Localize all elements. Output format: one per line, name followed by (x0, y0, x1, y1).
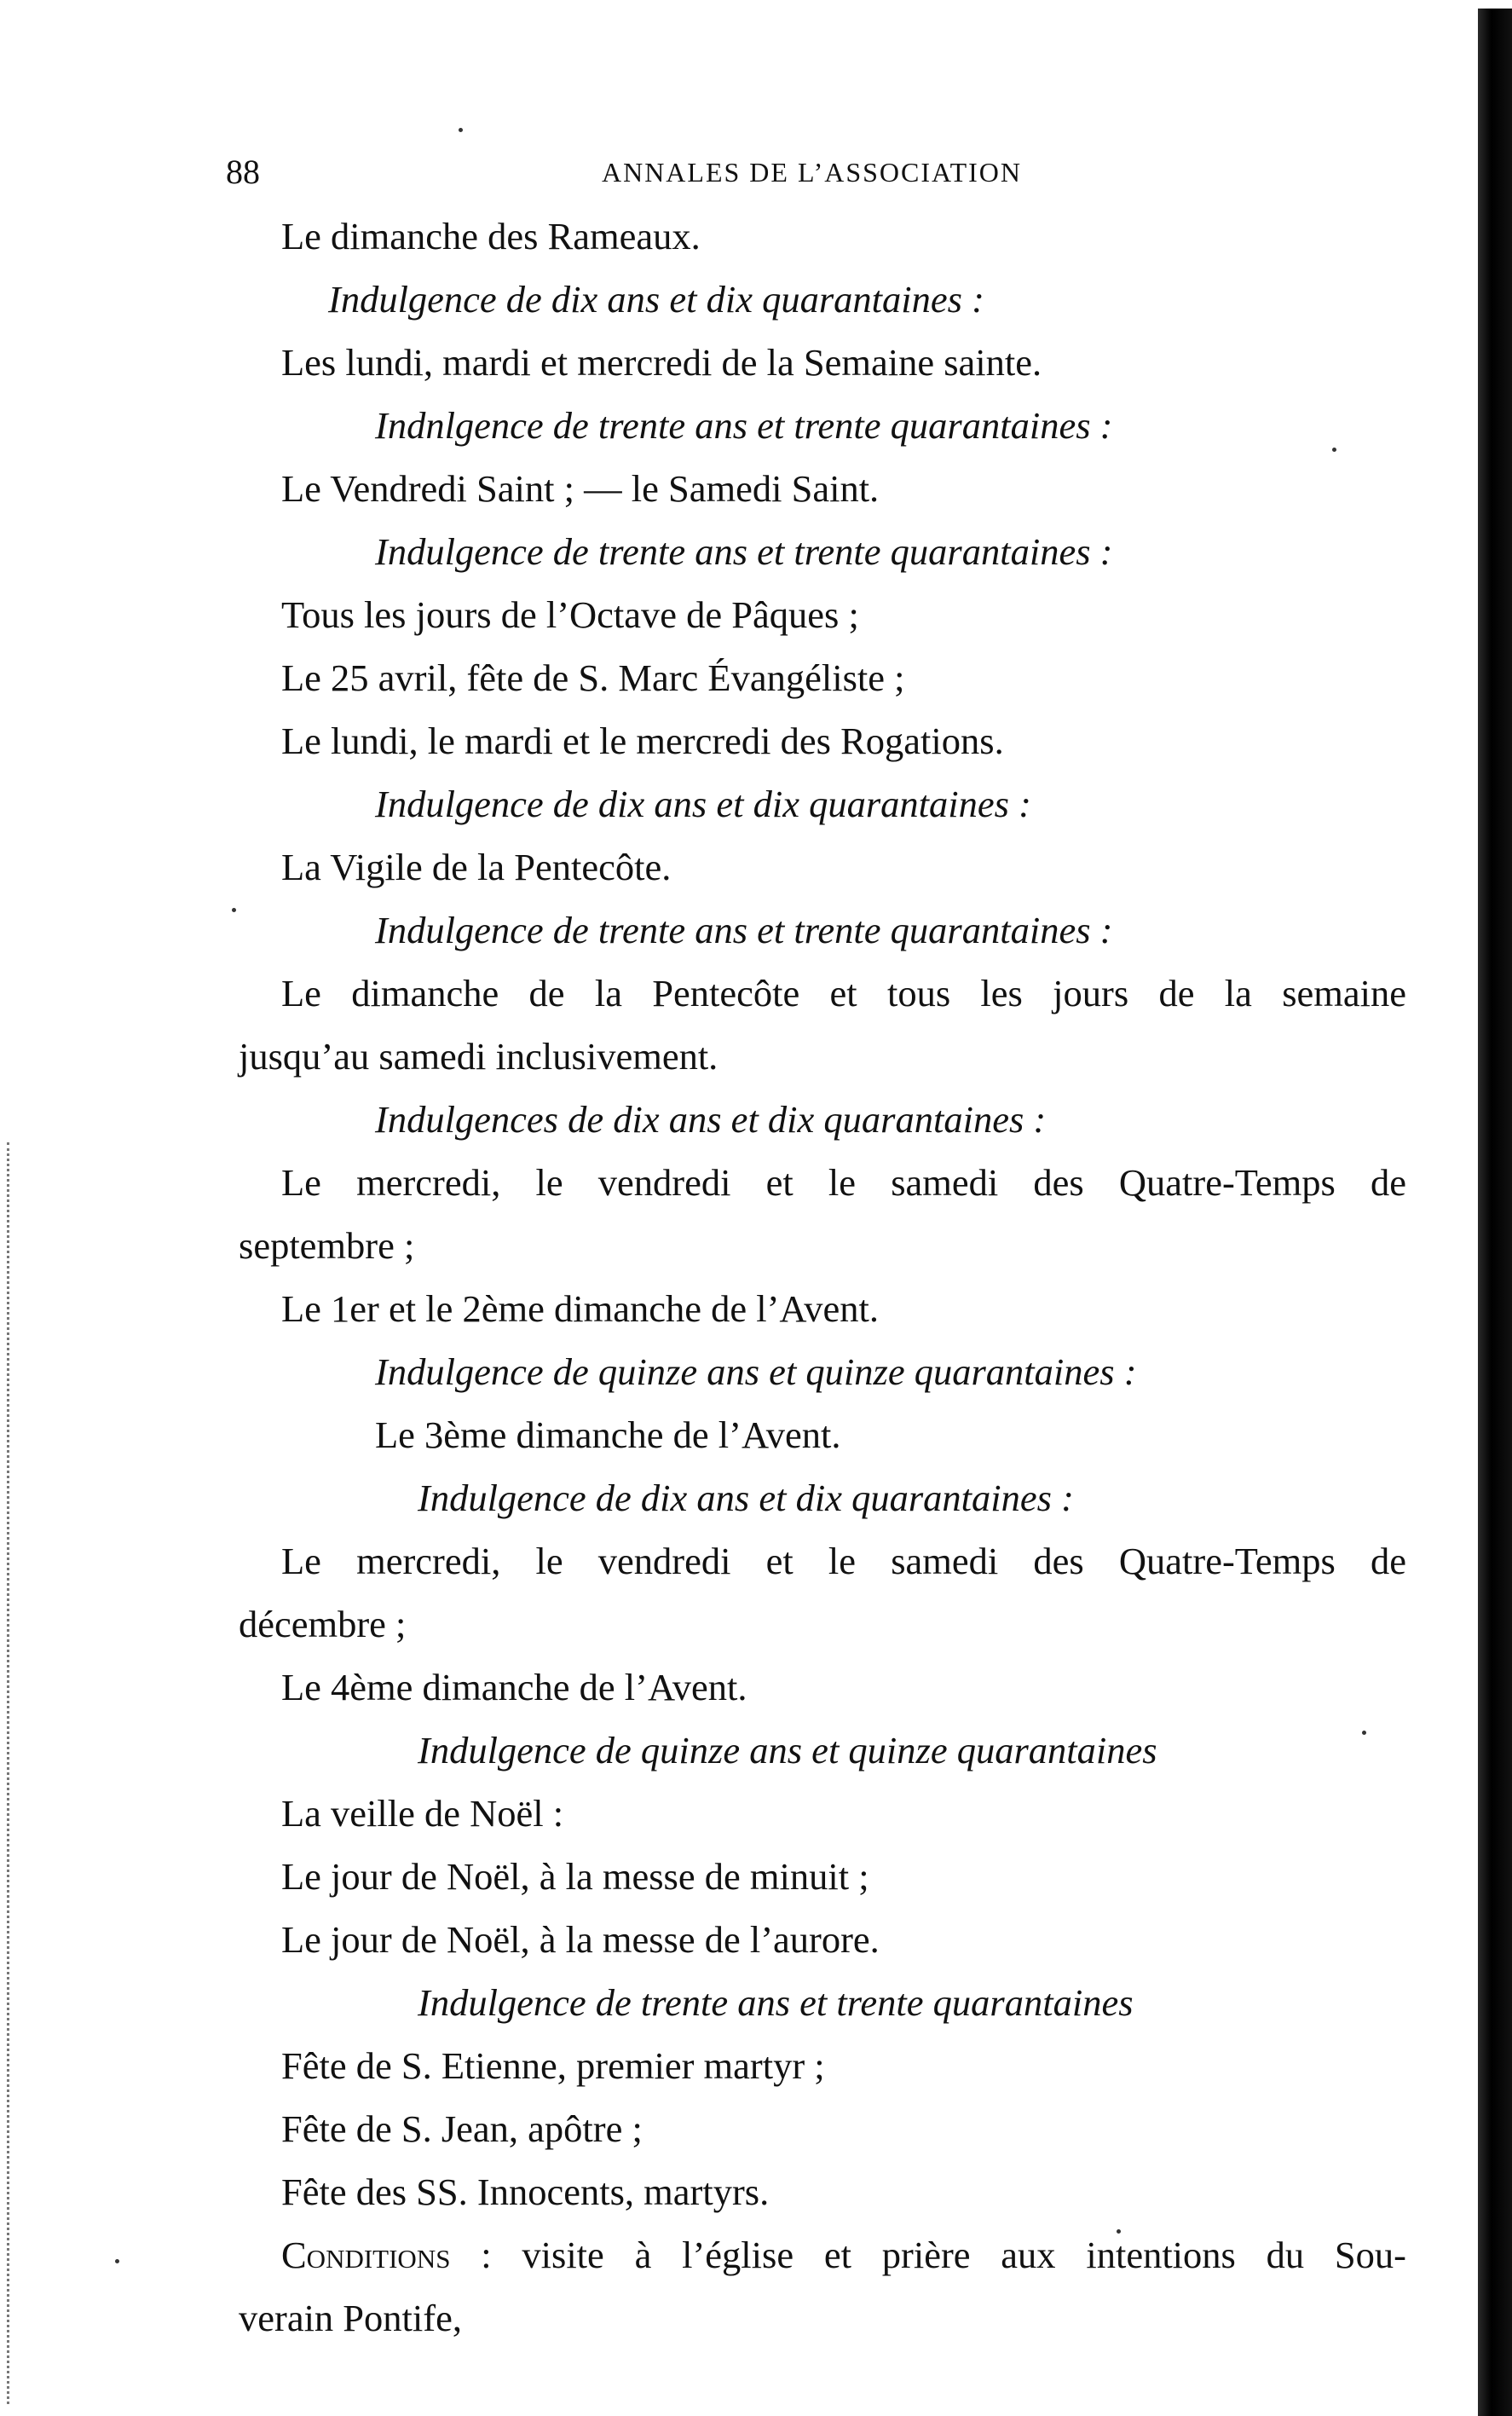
scanned-page-edge (1478, 9, 1512, 2416)
text-line: Fête des SS. Innocents, martyrs. (281, 2170, 770, 2213)
text-line: septembre ; (239, 1224, 415, 1267)
text-line: Le mercredi, le vendredi et le samedi des Quatre-Temps de (281, 1161, 1406, 1204)
text-line: Le 25 avril, fête de S. Marc Évangéliste ; (281, 656, 905, 699)
text-line: La Vigile de la Pentecôte. (281, 846, 672, 888)
indulgence-heading: Indnlgence de trente ans et trente quarantaines : (375, 404, 1113, 447)
text-line: Le jour de Noël, à la messe de minuit ; (281, 1855, 869, 1898)
running-head: ANNALES DE L’ASSOCIATION (601, 157, 1023, 188)
body-text (239, 205, 1406, 2350)
text-line: Le lundi, le mardi et le mercredi des Rogations. (281, 720, 1004, 762)
scan-speck (459, 128, 463, 132)
indulgence-heading: Indulgences de dix ans et dix quarantaines : (375, 1098, 1047, 1141)
text-line: Fête de S. Jean, apôtre ; (281, 2107, 643, 2150)
text-line: Le 4ème dimanche de l’Avent. (281, 1666, 747, 1708)
conditions-line (239, 2223, 1406, 2286)
text-line: décembre ; (239, 1603, 407, 1645)
text-line: Tous les jours de l’Octave de Pâques ; (281, 593, 859, 636)
indulgence-heading: Indulgence de quinze ans et quinze quarantaines (418, 1729, 1157, 1772)
indulgence-heading: Indulgence de trente ans et trente quarantaines (418, 1981, 1134, 2024)
text-line: Le mercredi, le vendredi et le samedi des Quatre-Temps de (281, 1540, 1406, 1582)
text-line: verain Pontife, (239, 2297, 462, 2339)
indulgence-heading: Indulgence de quinze ans et quinze quarantaines : (375, 1350, 1137, 1393)
indulgence-heading: Indulgence de dix ans et dix quarantaines : (328, 278, 984, 321)
text-line: Le 3ème dimanche de l’Avent. (375, 1413, 841, 1456)
page-header (226, 152, 1398, 203)
text-line: Le Vendredi Saint ; — le Samedi Saint. (281, 467, 880, 510)
indulgence-heading: Indulgence de trente ans et trente quarantaines : (375, 909, 1113, 951)
text-line: La veille de Noël : (281, 1792, 564, 1835)
conditions-text: : visite à l’église et prière aux intentions du Sou- (450, 2234, 1406, 2276)
text-line: Le jour de Noël, à la messe de l’aurore. (281, 1918, 880, 1961)
scan-margin-dots (7, 1142, 13, 2404)
scan-speck (232, 908, 236, 912)
text-line: Le dimanche des Rameaux. (281, 215, 701, 257)
page-number: 88 (226, 153, 260, 191)
indulgence-heading: Indulgence de dix ans et dix quarantaines : (418, 1477, 1074, 1519)
conditions-label: Conditions (281, 2234, 451, 2276)
indulgence-heading: Indulgence de trente ans et trente quarantaines : (375, 530, 1113, 573)
scan-speck (115, 2259, 119, 2263)
text-line: Les lundi, mardi et mercredi de la Semaine sainte. (281, 341, 1042, 384)
text-line: Fête de S. Etienne, premier martyr ; (281, 2044, 825, 2087)
text-line: Le dimanche de la Pentecôte et tous les jours de la semaine (281, 972, 1406, 1014)
text-line: jusqu’au samedi inclusivement. (239, 1035, 718, 1078)
text-line: Le 1er et le 2ème dimanche de l’Avent. (281, 1287, 879, 1330)
indulgence-heading: Indulgence de dix ans et dix quarantaines : (375, 783, 1031, 825)
